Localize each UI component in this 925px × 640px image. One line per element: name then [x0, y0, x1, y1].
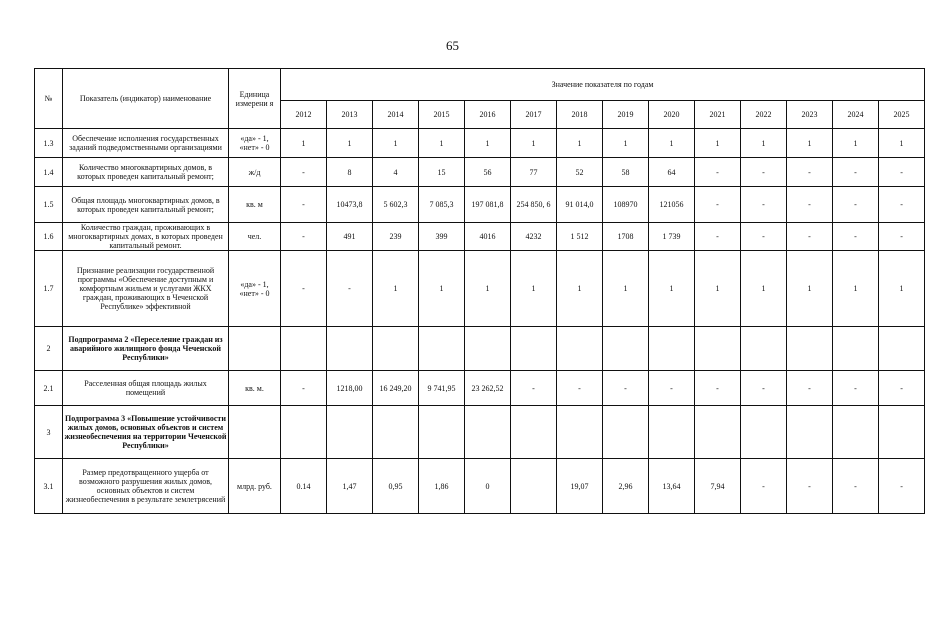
value-cell: 1	[787, 129, 833, 158]
value-cell: 1	[465, 251, 511, 327]
unit-cell	[229, 327, 281, 371]
value-cell: -	[281, 223, 327, 251]
value-cell: 56	[465, 158, 511, 187]
value-cell: 1	[741, 251, 787, 327]
value-cell: -	[281, 187, 327, 223]
header-num: №	[35, 69, 63, 129]
value-cell: 7,94	[695, 459, 741, 514]
value-cell: 1	[511, 251, 557, 327]
value-cell: 4	[373, 158, 419, 187]
unit-cell: чел.	[229, 223, 281, 251]
value-cell	[511, 406, 557, 459]
value-cell	[741, 406, 787, 459]
header-year: 2025	[879, 101, 925, 129]
value-cell: 1	[557, 251, 603, 327]
header-year: 2015	[419, 101, 465, 129]
value-cell: -	[695, 223, 741, 251]
value-cell: 4232	[511, 223, 557, 251]
value-cell	[787, 327, 833, 371]
header-year: 2016	[465, 101, 511, 129]
table-row	[35, 187, 925, 223]
header-year: 2012	[281, 101, 327, 129]
value-cell: -	[281, 158, 327, 187]
value-cell	[649, 406, 695, 459]
value-cell: 13,64	[649, 459, 695, 514]
value-cell	[649, 327, 695, 371]
row-number: 2.1	[35, 371, 63, 406]
value-cell: 254 850, 6	[511, 187, 557, 223]
value-cell: 1 512	[557, 223, 603, 251]
header-year: 2014	[373, 101, 419, 129]
value-cell	[833, 406, 879, 459]
header-year: 2018	[557, 101, 603, 129]
unit-cell: «да» - 1, «нет» - 0	[229, 251, 281, 327]
value-cell: 2,96	[603, 459, 649, 514]
value-cell: 1218,00	[327, 371, 373, 406]
value-cell: 1 739	[649, 223, 695, 251]
value-cell: 108970	[603, 187, 649, 223]
value-cell: -	[879, 158, 925, 187]
value-cell: -	[741, 187, 787, 223]
value-cell	[879, 327, 925, 371]
value-cell	[833, 327, 879, 371]
value-cell: 491	[327, 223, 373, 251]
indicator-name: Признание реализации государственной программы «Обеспечение доступным и комфортным жильем и услугами ЖКХ граждан, проживающих в Чеченской Республике» эффективной	[63, 251, 229, 327]
value-cell: 1,86	[419, 459, 465, 514]
value-cell	[373, 406, 419, 459]
header-year: 2022	[741, 101, 787, 129]
value-cell: -	[879, 187, 925, 223]
value-cell: 1	[787, 251, 833, 327]
value-cell: -	[741, 371, 787, 406]
value-cell: 1	[879, 251, 925, 327]
value-cell: 91 014,0	[557, 187, 603, 223]
value-cell: -	[695, 371, 741, 406]
indicator-name: Обеспечение исполнения государственных заданий подведомственными организациями	[63, 129, 229, 158]
value-cell	[327, 406, 373, 459]
value-cell: -	[281, 251, 327, 327]
value-cell: 1	[833, 129, 879, 158]
value-cell: 52	[557, 158, 603, 187]
value-cell	[787, 406, 833, 459]
page-number: 65	[446, 38, 459, 53]
value-cell	[695, 327, 741, 371]
value-cell	[281, 327, 327, 371]
value-cell: -	[741, 223, 787, 251]
value-cell: 8	[327, 158, 373, 187]
value-cell	[603, 327, 649, 371]
value-cell: -	[787, 158, 833, 187]
unit-cell: кв. м.	[229, 371, 281, 406]
table-body	[35, 129, 925, 514]
header-values-by-year: Значение показателя по годам	[281, 69, 925, 101]
value-cell: -	[879, 371, 925, 406]
value-cell: 1708	[603, 223, 649, 251]
value-cell: 1	[649, 251, 695, 327]
value-cell: 1	[465, 129, 511, 158]
indicator-name: Расселенная общая площадь жилых помещений	[63, 371, 229, 406]
value-cell	[419, 406, 465, 459]
value-cell: 239	[373, 223, 419, 251]
value-cell: -	[787, 187, 833, 223]
row-number: 1.5	[35, 187, 63, 223]
header-year: 2020	[649, 101, 695, 129]
value-cell: 1	[695, 129, 741, 158]
value-cell: 1	[419, 251, 465, 327]
value-cell: 0,95	[373, 459, 419, 514]
value-cell	[327, 327, 373, 371]
row-number: 1.4	[35, 158, 63, 187]
header-indicator-name: Показатель (индикатор) наименование	[63, 69, 229, 129]
header-unit: Единица измерени я	[229, 69, 281, 129]
value-cell: 0.14	[281, 459, 327, 514]
table-row	[35, 327, 925, 371]
value-cell: -	[695, 187, 741, 223]
value-cell: 1	[281, 129, 327, 158]
value-cell: 19,07	[557, 459, 603, 514]
value-cell	[557, 327, 603, 371]
value-cell	[465, 327, 511, 371]
value-cell: -	[787, 223, 833, 251]
value-cell: 1	[419, 129, 465, 158]
table-row	[35, 129, 925, 158]
header-year: 2023	[787, 101, 833, 129]
table-row	[35, 459, 925, 514]
table-row	[35, 223, 925, 251]
value-cell: -	[695, 158, 741, 187]
value-cell: 7 085,3	[419, 187, 465, 223]
value-cell: -	[649, 371, 695, 406]
header-year: 2021	[695, 101, 741, 129]
value-cell: 1	[695, 251, 741, 327]
value-cell: -	[833, 223, 879, 251]
value-cell: 4016	[465, 223, 511, 251]
value-cell	[557, 406, 603, 459]
value-cell: 1	[603, 251, 649, 327]
value-cell: 1	[557, 129, 603, 158]
value-cell: 399	[419, 223, 465, 251]
indicator-name: Количество граждан, проживающих в многоквартирных домах, в которых проведен капитальный ремонт.	[63, 223, 229, 251]
table-row	[35, 158, 925, 187]
value-cell: -	[833, 459, 879, 514]
value-cell: 1	[603, 129, 649, 158]
value-cell: -	[603, 371, 649, 406]
table-row	[35, 406, 925, 459]
value-cell: -	[741, 158, 787, 187]
row-number: 3.1	[35, 459, 63, 514]
value-cell: 9 741,95	[419, 371, 465, 406]
value-cell: 1	[373, 129, 419, 158]
value-cell: 1,47	[327, 459, 373, 514]
header-year: 2024	[833, 101, 879, 129]
value-cell	[511, 327, 557, 371]
value-cell: -	[833, 158, 879, 187]
row-number: 2	[35, 327, 63, 371]
value-cell: -	[787, 371, 833, 406]
indicator-name: Подпрограмма 3 «Повышение устойчивости жилых домов, основных объектов и систем жизнеобеспечения на территории Чеченской Республики»	[63, 406, 229, 459]
value-cell: 1	[879, 129, 925, 158]
value-cell: -	[833, 371, 879, 406]
value-cell: 1	[511, 129, 557, 158]
value-cell	[695, 406, 741, 459]
value-cell	[373, 327, 419, 371]
value-cell	[741, 327, 787, 371]
indicator-name: Подпрограмма 2 «Переселение граждан из аварийного жилищного фонда Чеченской Республики»	[63, 327, 229, 371]
unit-cell: ж/д	[229, 158, 281, 187]
value-cell	[465, 406, 511, 459]
value-cell	[879, 406, 925, 459]
value-cell: 1	[741, 129, 787, 158]
table-row	[35, 251, 925, 327]
value-cell: -	[327, 251, 373, 327]
value-cell: -	[741, 459, 787, 514]
unit-cell: млрд. руб.	[229, 459, 281, 514]
value-cell: 64	[649, 158, 695, 187]
value-cell: 5 602,3	[373, 187, 419, 223]
row-number: 1.3	[35, 129, 63, 158]
indicator-name: Размер предотвращенного ущерба от возможного разрушения жилых домов, основных объектов и систем жизнеобеспечения в результате землетрясений	[63, 459, 229, 514]
indicator-name: Количество многоквартирных домов, в которых проведен капитальный ремонт;	[63, 158, 229, 187]
unit-cell	[229, 406, 281, 459]
indicators-table	[34, 68, 925, 514]
value-cell: -	[879, 459, 925, 514]
value-cell: 121056	[649, 187, 695, 223]
value-cell: -	[557, 371, 603, 406]
value-cell: 10473,8	[327, 187, 373, 223]
row-number: 1.6	[35, 223, 63, 251]
header-year: 2019	[603, 101, 649, 129]
value-cell: -	[511, 371, 557, 406]
value-cell	[603, 406, 649, 459]
value-cell: 1	[327, 129, 373, 158]
value-cell: 58	[603, 158, 649, 187]
header-year: 2017	[511, 101, 557, 129]
unit-cell: кв. м	[229, 187, 281, 223]
value-cell: 16 249,20	[373, 371, 419, 406]
value-cell: 77	[511, 158, 557, 187]
value-cell: 23 262,52	[465, 371, 511, 406]
value-cell: -	[787, 459, 833, 514]
row-number: 1.7	[35, 251, 63, 327]
value-cell: -	[281, 371, 327, 406]
value-cell	[511, 459, 557, 514]
unit-cell: «да» - 1, «нет» - 0	[229, 129, 281, 158]
indicator-name: Общая площадь многоквартирных домов, в которых проведен капитальный ремонт;	[63, 187, 229, 223]
value-cell: 0	[465, 459, 511, 514]
value-cell: 1	[833, 251, 879, 327]
value-cell: 1	[649, 129, 695, 158]
value-cell: 197 081,8	[465, 187, 511, 223]
table-row	[35, 371, 925, 406]
value-cell: 1	[373, 251, 419, 327]
value-cell	[419, 327, 465, 371]
value-cell: -	[879, 223, 925, 251]
row-number: 3	[35, 406, 63, 459]
value-cell	[281, 406, 327, 459]
header-year: 2013	[327, 101, 373, 129]
value-cell: 15	[419, 158, 465, 187]
value-cell: -	[833, 187, 879, 223]
